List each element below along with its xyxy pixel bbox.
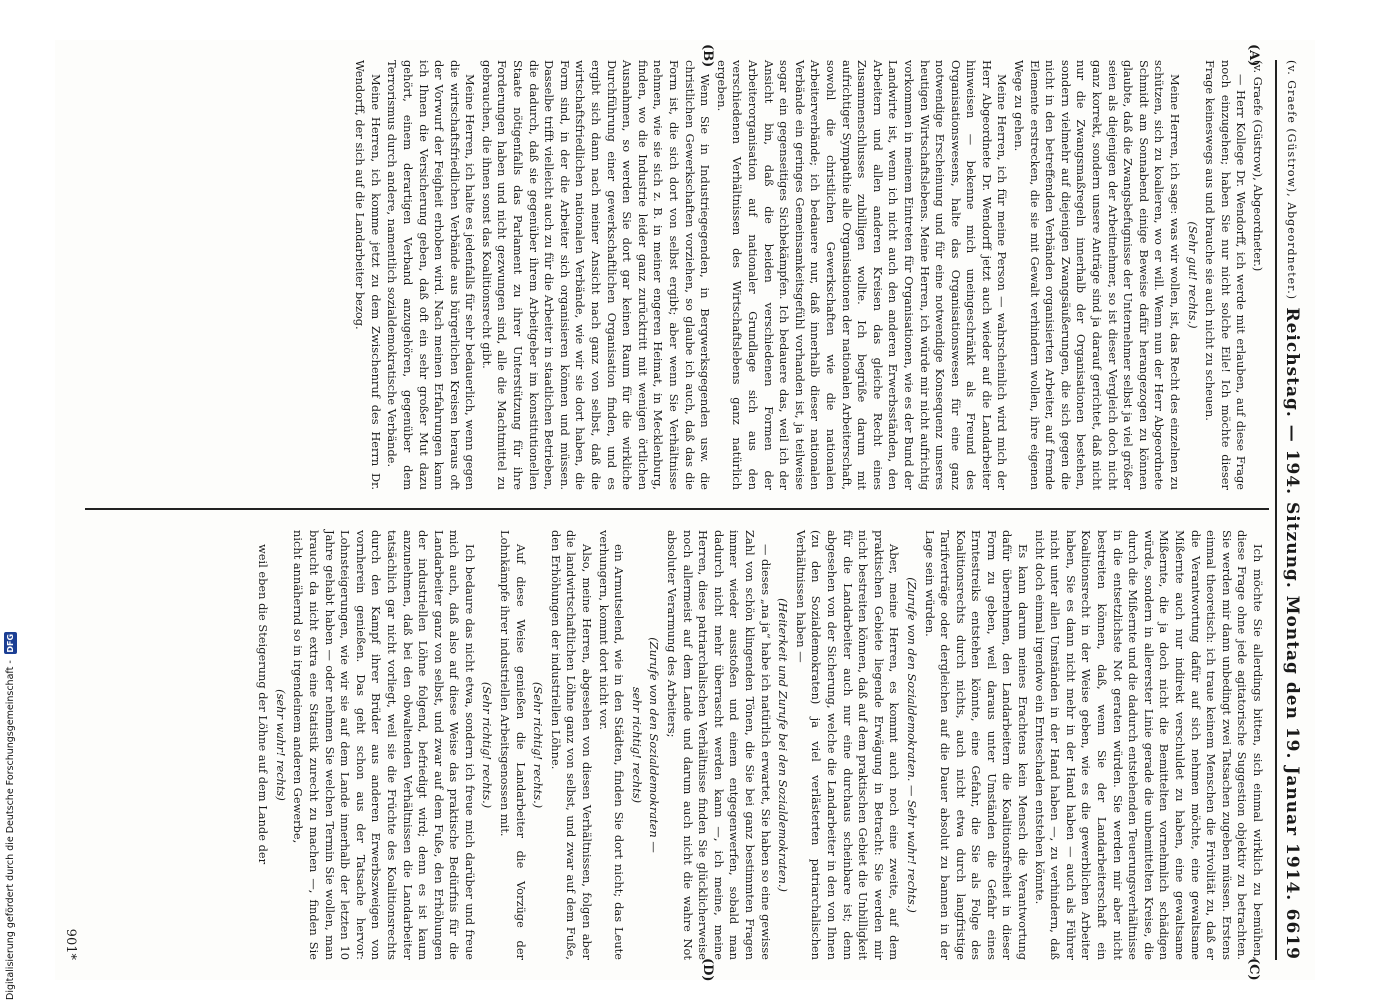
page-number: 6619 [1282,908,1302,960]
interjection: (Sehr gut! rechts.) [1185,221,1200,329]
newspaper-page [55,40,1315,980]
paragraph: ein Armutselend, wie in den Städten, finden Sie dort nicht; das Leute verhungern, kommt dort nicht vor. [596,530,627,960]
margin-marker-a: (A) [1246,44,1261,67]
paragraph: Ich möchte Sie allerdings bitten, sich einmal wirklich zu bemühen, diese Frage ohne jede agitatorische Suggestion objektiv zu betrachten. Sie werden mir dann unbedingt zwei Tatsachen zugeben müssen. Erstens einmal theoretisch: ich traue keinem Menschen die Frivolität zu, daß er die Verantwortung dafür auf sich nehmen möchte, eine gewaltsame Mißernte auch nur indirekt verschuldet zu haben, eine gewaltsame Mißernte, die ja doch nicht die Bemittelten vornehmlich schädigen würde, sondern in allererster Linie gerade die unbemittelten Kreise, die durch die Mißernte und die dadurch entstehenden Teuerungsverhältnisse in die entsetzlichste Not geraten würden. Sie werden mir aber nicht bestreiten können, daß, wenn Sie der Landarbeiterschaft ein Koalitionsrecht in der Weise geben, wie es die gewerblichen Arbeiter haben, Sie es dann nicht mehr in der Hand haben — auch als Führer nicht unter allen Umständen in der Hand haben —, zu verhindern, daß nicht doch einmal irgendwo ein Ernteschaden entstehen könnte. [1032,530,1265,960]
paragraph: Ich bedaure das nicht etwa, sondern ich freue mich darüber und freue mich auch, daß also auf diese Weise das praktische Bedürfnis für die Landarbeiter ganz von selbst, und zwar auf dem Fuße, den Erhöhungen der industriellen Löhne folgend, befriedigt wird; denn es ist kaum anzunehmen, daß bei den obwaltenden Verhältnissen die Landarbeiter tatsächlich gar nicht vorliegt, weil sie die Früchte des Koalitionsrechts durch den Kampf ihrer Brüder aus anderen Erwerbszweigen von vornherein genießen. Das geht schon aus der Tatsache hervor: Lohnsteigerungen, wie wir sie auf dem Lande innerhalb der letzten 10 Jahre gehabt haben — oder nehmen Sie welchen Termin Sie wollen, man braucht da nicht extra eine Statistik zurecht zu machen —, finden Sie nicht annähernd so in irgendeinem anderen Gewerbe, [291,530,477,960]
header-title: Reichstag. — 194. Sitzung. Montag den 19. Januar 1914. [1282,307,1302,902]
paragraph: Meine Herren, ich komme jetzt zu dem Zwischenruf des Herrn Dr. Wendorff, der sich auf die Landarbeiter bezog. [353,60,383,490]
paragraph: Meine Herren, ich halte es jedenfalls für sehr bedauerlich, wenn gegen die wirtschaftsfriedlichen Verbände aus bürgerlichen Kreisen heraus oft der Vorwurf der Feigheit erhoben wird. Nach meinen Erfahrungen kann ich Ihnen die Versicherung geben, daß oft ein sehr großer Mut dazu gehört, einem derartigen Verband anzugehören, gegenüber dem Terrorismus durch andere, namentlich sozialdemokratische Verbände. [385,60,478,490]
column-divider [85,508,1269,510]
interjection: (Sehr richtig! rechts.) [531,681,546,809]
interjection: sehr richtig! rechts) [629,686,644,804]
interjection: (Zurufe von den Sozialdemokraten. — Sehr wahr! rechts.) [904,577,919,913]
page-header [1275,60,1307,960]
interjection: (Zurufe von den Sozialdemokraten — [647,637,662,853]
margin-marker-c: (C) [1246,958,1261,981]
interjection: (sehr wahr! rechts) [273,689,288,801]
credit-text: Digitalisierung gefördert durch die Deutsche Forschungsgemeinschaft - [4,660,16,1000]
interjection: (Sehr richtig! rechts.) [480,681,495,809]
paragraph: Wenn Sie in Industriegegenden, in Bergwerksgegenden usw. die christlichen Gewerkschaften vorziehen, so glaube ich auch, daß das die Form ist, die sich dort von selbst ergibt; aber wenn Sie Verhältnisse nehmen, wie sie sich z. B. in meiner engeren Heimat, in Mecklenburg, finden, wo die Industrie leider ganz zurücktritt mit wenigen örtlichen Ausnahmen, so werden Sie dort gar keinen Raum für die wirkliche Durchführung einer gewerkschaftlichen Organisation finden, und es ergibt sich dann nach meiner Ansicht nach ganz von selbst, daß die wirtschaftsfriedlichen nationalen Verbände, wie wir sie dort haben, die Form sind, in der die Arbeiter sich organisieren können und müssen. Dasselbe trifft vielleicht auch zu für die Arbeiter in staatlichen Betrieben, die dadurch, daß sie gegenüber ihrem Arbeitgeber im konstitutionellen Staate nötigenfalls das Parlament zu ihrer Unterstützung für ihre Forderungen haben und nicht gezwungen sind, alle die Machtmittel zu gebrauchen, die ihnen sonst das Koalitionsrecht gibt. [479,60,713,490]
paragraph: Auf diese Weise genießen die Landarbeiter die Vorzüge der Lohnkämpfe ihrer industriellen Arbeitsgenossen mit. [498,530,528,960]
paragraph: — Herr Kollege Dr. Wendorff, ich werde mit erlauben, auf diese Frage noch einzugehen; haben Sie nur nicht solche Eile! Ich möchte dieser Frage keineswegs aus und brauche sie auch nicht zu scheuen. [1203,60,1249,490]
paragraph: Meine Herren, ich sage: was wir wollen, ist, das Recht des einzelnen zu schützen, sich zu koalieren, wo er will. Wenn nun der Herr Abgeordnete Schmidt am Sonnabend einige Beweise dafür herangezogen zu können glaubte, daß die Zwangsbefugnisse der Unternehmer selbst ja viel größer seien als diejenigen der Arbeitnehmer, so ist dieser Vergleich doch nicht ganz korrekt, sondern unsere Anträge sind ja darauf gerichtet, daß nicht nur die Zwangsmaßregeln innerhalb der Organisationen bestehen, sondern vielmehr auf diejenigen Zwangsäußerungen, die sich gegen die nicht in den betreffenden Verbänden organisierten Arbeiter, auf fremde Elemente erstrecken, die sie mit Gewalt verhindern wollen, ihre eigenen Wege zu gehen. [1012,60,1183,490]
paragraph: Es kann darum meines Erachtens kein Mensch die Verantwortung dafür übernehmen, den Landarbeitern die Koalitionsfreiheit in dieser Form zu geben, weil daraus unter Umständen die Gefahr eines Erntestreiks entstehen könnte, eine Gefahr, die Sie als Folge des Koalitionsrechts durch nichts, auch nicht etwa durch langfristige Tarifverträge oder dergleichen auf die Dauer absolut zu bannen in der Lage sein würden. [922,530,1031,960]
margin-marker-d: (D) [700,958,715,982]
header-left: (v. Graefe (Güstrow), Abgeordneter.) [1285,60,1299,301]
right-column [254,530,1265,960]
paragraph: Also, meine Herren, abgesehen von diesen Verhältnissen, folgen aber die landwirtschaftlichen Löhne ganz von selbst, und zwar auf dem Fuße, den Erhöhungen der industriellen Löhne. [548,530,595,960]
margin-marker-b: (B) [700,44,715,68]
paragraph: weil eben die Steigerung der Löhne auf dem Lande der [256,544,271,865]
digitization-credit [2,0,18,1000]
dfg-logo-icon: DFG [5,633,15,653]
paragraph: — dieses „na ja“ habe ich natürlich erwartet, Sie haben so eine gewisse Zahl von schön klingenden Tönen, die Sie bei ganz bestimmten Fragen immer wieder ausstoßen und einem entgegenwerfen, sobald man dadurch nicht mehr überrascht werden kann —, ich meine, meine Herren, diese patriarchalischen Verhältnisse finden Sie glücklicherweise noch allermeist auf dem Lande und darum auch nicht die wahre Not absoluter Verarmung des Arbeiters; [665,530,773,960]
paragraph: (v. Graefe (Güstrow), Abgeordneter.) [1251,60,1265,272]
signature-mark: 901* [63,928,78,960]
interjection: (Heiterkeit und Zurufe bei den Sozialdemokraten.) [776,598,791,892]
paragraph: Meine Herren, ich für meine Person — wahrscheinlich wird mich der Herr Abgeordnete Dr. Wendorff jetzt auch wieder auf die Landarbeiter hinweisen — bekenne mich uneingeschränkt als Freund des Organisationswesens, halte das Organisationswesen für eine ganz notwendige Erscheinung und für eine notwendige Konsequenz unseres heutigen Wirtschaftslebens. Meine Herren, ich würde mir nicht aufrichtig vorkommen in meinem Eintreten für Organisationen, wie es der Bund der Landwirte ist, wenn ich nicht auch den anderen Erwerbsständen, den Arbeitern und allen anderen Kreisen das gleiche Recht eines Zusammenschlusses zubilligen wollte. Ich begrüße darum mit aufrichtiger Sympathie alle Organisationen der nationalen Arbeiterschaft, sowohl die christlichen Gewerkschaften wie die nationalen Arbeiterverbände; ich bedauere nur, daß innerhalb dieser nationalen Verbände ein geringes Gemeinsamkeitsgefühl vorhanden ist, ja teilweise sogar ein gegenseitiges Sichbekämpfen. Ich bedauere das, weil ich der Ansicht bin, daß die beiden verschiedenen Formen der Arbeiterorganisation auf nationaler Grundlage sich aus den verschiedenen Verhältnissen des Wirtschaftslebens ganz natürlich ergeben. [714,60,1010,490]
left-column [351,60,1265,490]
paragraph: Aber, meine Herren, es kommt auch noch eine zweite, auf dem praktischen Gebiete liegende Erwägung in Betracht: Sie werden mir nicht bestreiten können, daß auf dem praktischen Gebiet die Unbilligkeit für die Landarbeiter auch nur eine durchaus scheinbare ist; denn abgesehen von der Sicherung, welche die Landarbeiter in den von Ihnen (zu den Sozialdemokraten) ja viel verlästerten patriarchalischen Verhältnissen haben — [793,530,902,960]
